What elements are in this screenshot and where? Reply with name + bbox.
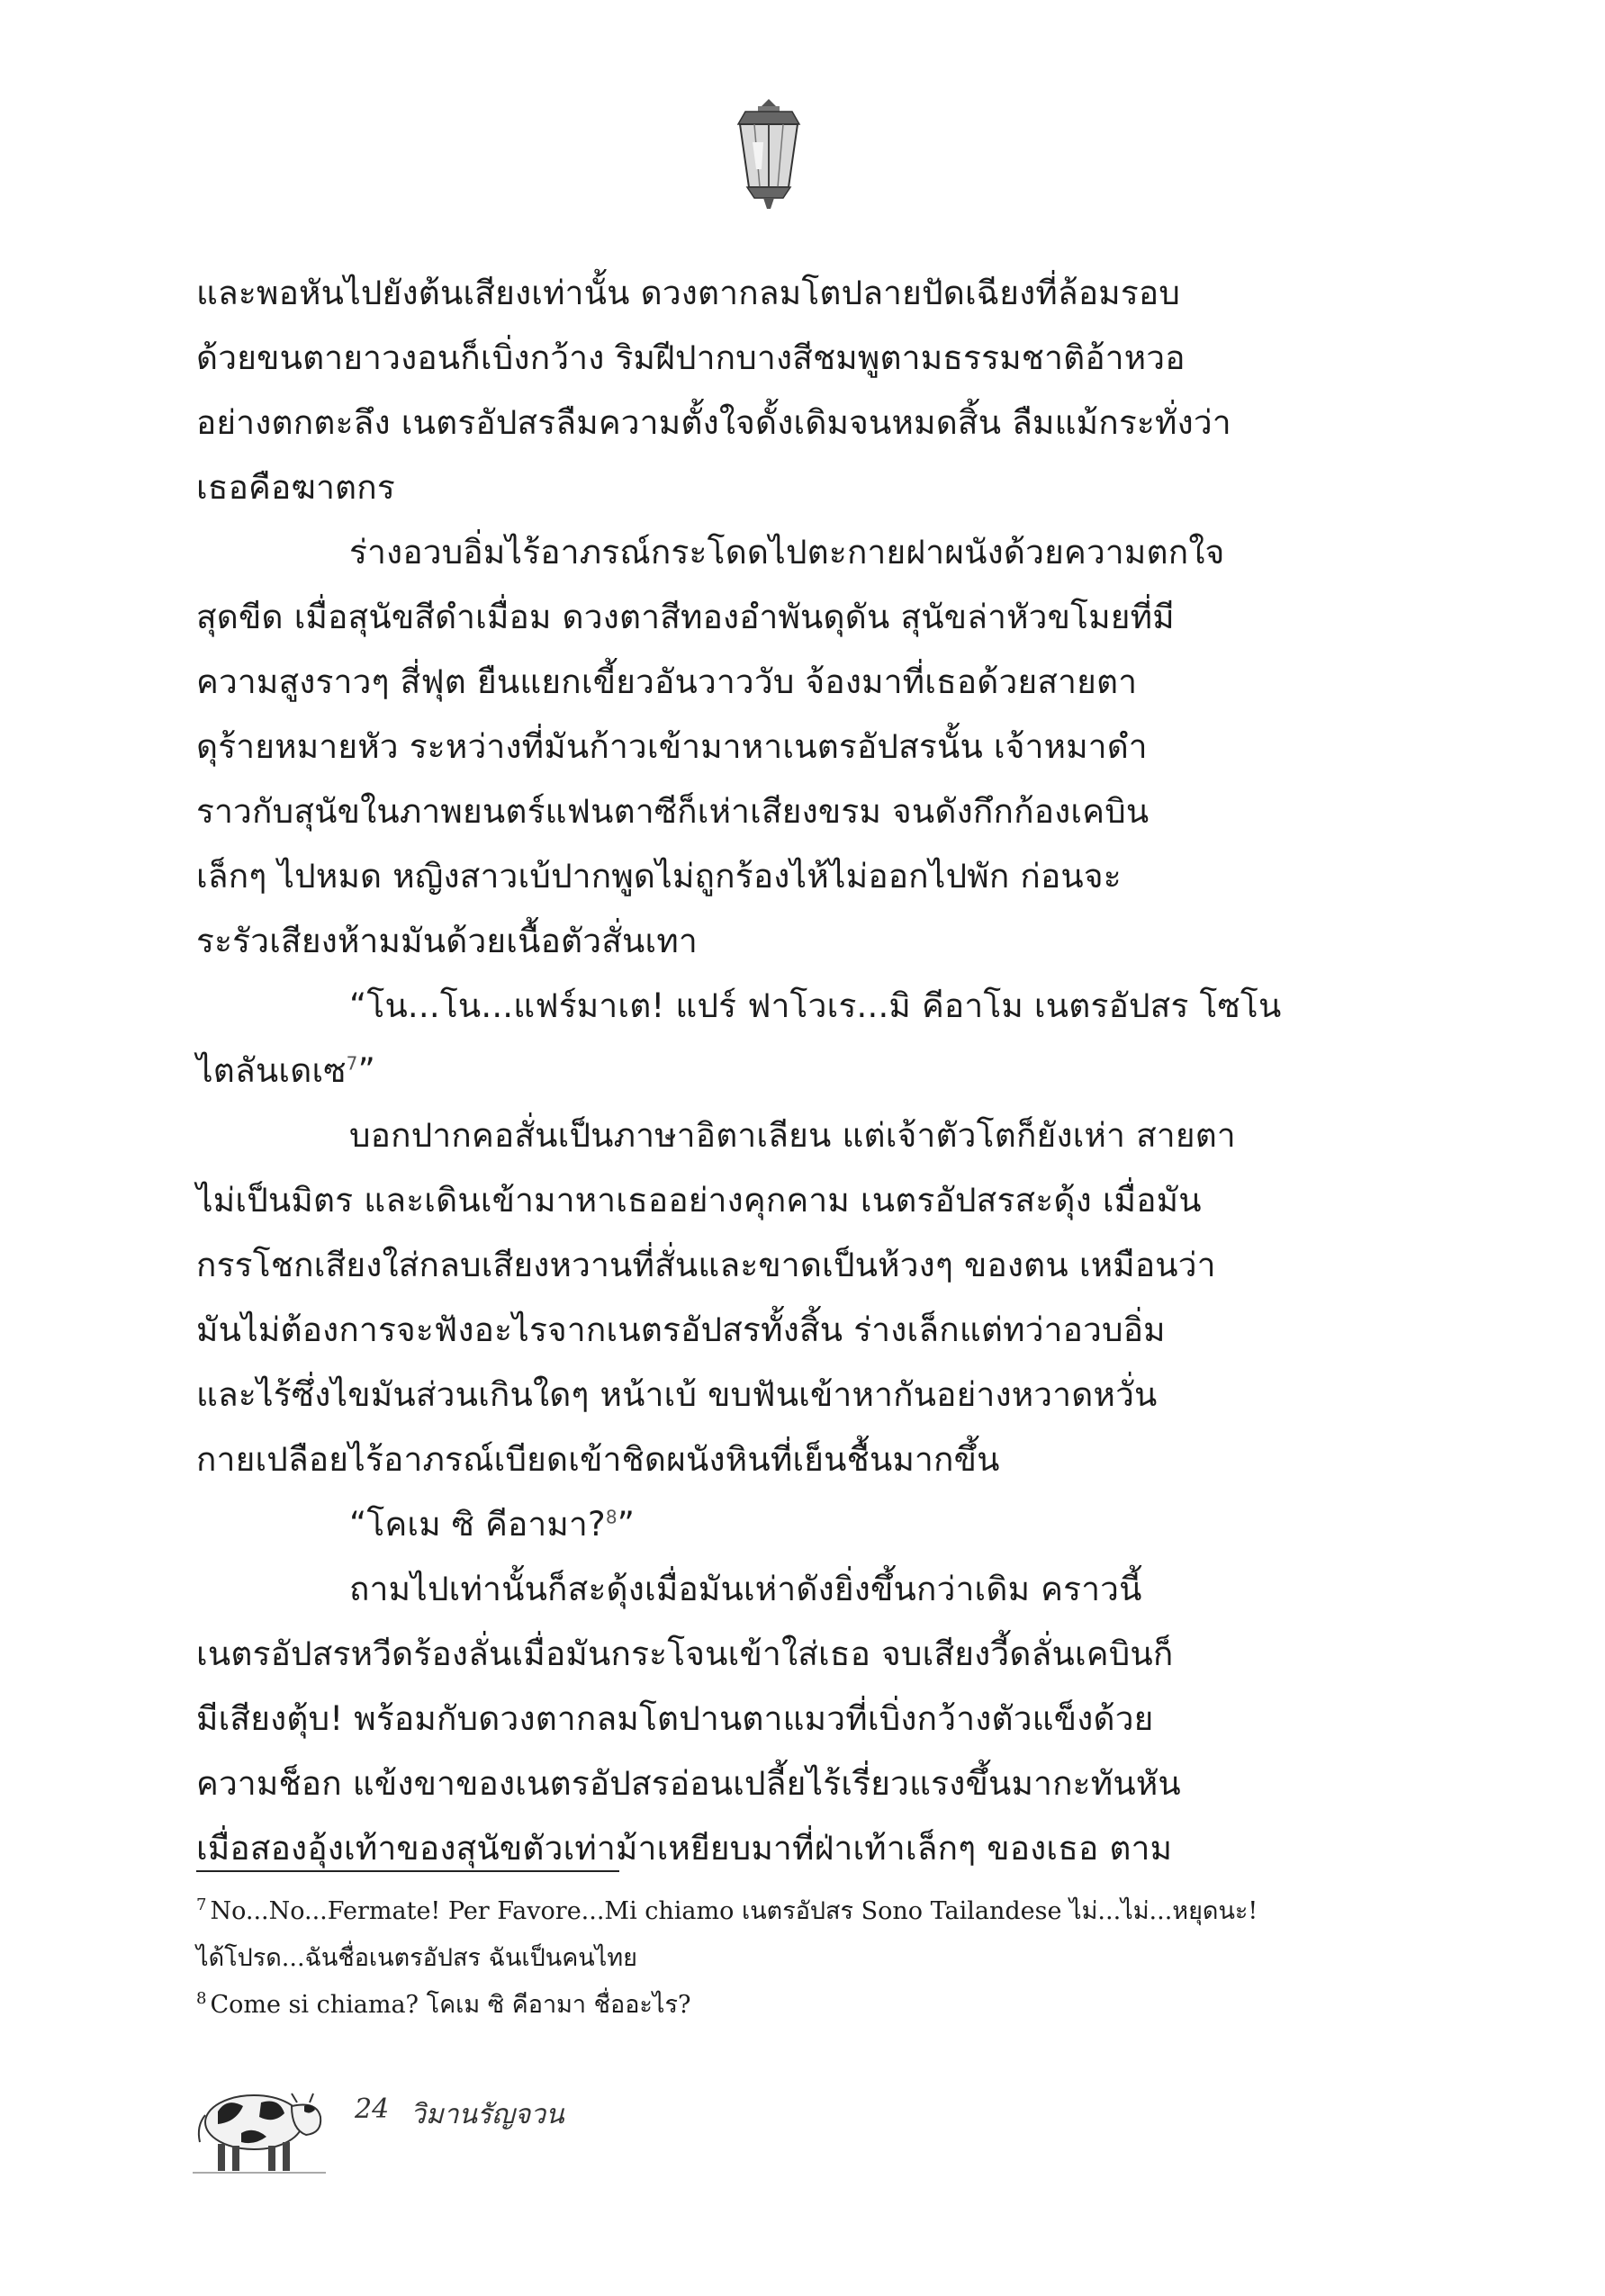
text-line: ดุร้ายหมายหัว ระหว่างที่มันก้าวเข้ามาหาเนตรอัปสรนั้น เจ้าหมาดำ [196, 727, 1148, 766]
text-line-content: ไตลันเดเซ [196, 1051, 347, 1090]
text-line: กรรโชกเสียงใส่กลบเสียงหวานที่สั่นและขาดเป็นห้วงๆ ของตน เหมือนว่า [196, 1246, 1216, 1284]
footnote-ref-8[interactable]: 8 [605, 1506, 618, 1528]
text-line: ความช็อก แข้งขาของเนตรอัปสรอ่อนเปลี้ยไร้เรี่ยวแรงขึ้นมากะทันหัน [196, 1764, 1181, 1803]
footnote-number: 7 [196, 1895, 207, 1914]
text-line: ร่างอวบอิ่มไร้อาภรณ์กระโดดไปตะกายฝาผนังด้วยความตกใจ [349, 533, 1225, 572]
text-line: และไร้ซึ่งไขมันส่วนเกินใดๆ หน้าเบ้ ขบฟันเข้าหากันอย่างหวาดหวั่น [196, 1375, 1158, 1414]
text-line: เมื่อสองอุ้งเท้าของสุนัขตัวเท่าม้าเหยียบมาที่ฝ่าเท้าเล็กๆ ของเธอ ตาม [196, 1829, 1173, 1868]
paragraph-3-quote [196, 974, 1335, 1103]
text-line [196, 1492, 1335, 1557]
text-line: บอกปากคอสั่นเป็นภาษาอิตาเลียน แต่เจ้าตัวโตก็ยังเห่า สายตา [349, 1116, 1236, 1155]
text-line: ความสูงราวๆ สี่ฟุต ยืนแยกเขี้ยวอันวาววับ จ้องมาที่เธอด้วยสายตา [196, 662, 1138, 701]
paragraph-2 [196, 520, 1335, 974]
footnote-text: No...No...Fermate! Per Favore...Mi chiamo เนตรอัปสร Sono Tailandese ไม่...ไม่...หยุดนะ! [210, 1897, 1258, 1925]
paragraph-5-quote [196, 1492, 1335, 1557]
footnote-text: ได้โปรด...ฉันชื่อเนตรอัปสร ฉันเป็นคนไทย [196, 1944, 637, 1972]
lantern-icon [729, 97, 808, 211]
footnotes [196, 1888, 1339, 2029]
footnote-7-cont [196, 1935, 1339, 1982]
page-number: 24 [355, 2093, 390, 2125]
cow-icon [191, 2070, 328, 2180]
footnote-divider [196, 1870, 619, 1872]
footnote-text: Come si chiama? โคเม ซิ คีอามา ชื่ออะไร? [210, 1991, 691, 2019]
text-line: อย่างตกตะลึง เนตรอัปสรลืมความตั้งใจดั้งเดิมจนหมดสิ้น ลืมแม้กระทั่งว่า [196, 403, 1231, 442]
footnote-ref-7[interactable]: 7 [346, 1052, 358, 1075]
text-line: และพอหันไปยังต้นเสียงเท่านั้น ดวงตากลมโตปลายปัดเฉียงที่ล้อมรอบ [196, 274, 1181, 312]
text-line: ด้วยขนตายาวงอนก็เบิ่งกว้าง ริมฝีปากบางสีชมพูตามธรรมชาติอ้าหวอ [196, 338, 1186, 377]
closing-quote: ” [357, 1051, 375, 1090]
book-title: วิมานรัญจวน [410, 2099, 564, 2130]
footnote-8 [196, 1982, 1339, 2029]
text-line: สุดขีด เมื่อสุนัขสีดำเมื่อม ดวงตาสีทองอำพันดุดัน สุนัขล่าหัวขโมยที่มี [196, 598, 1175, 636]
text-line: มีเสียงตุ้บ! พร้อมกับดวงตากลมโตปานตาแมวที่เบิ่งกว้างตัวแข็งด้วย [196, 1699, 1154, 1738]
text-line: ถามไปเท่านั้นก็สะดุ้งเมื่อมันเห่าดังยิ่งขึ้นกว่าเดิม คราวนี้ [349, 1570, 1142, 1608]
text-line: กายเปลือยไร้อาภรณ์เบียดเข้าชิดผนังหินที่เย็นชื้นมากขึ้น [196, 1440, 1000, 1479]
text-line: “โน...โน...แฟร์มาเต! แปร์ ฟาโวเร...มิ คีอาโม เนตรอัปสร โซโน [349, 986, 1282, 1025]
paragraph-6 [196, 1557, 1335, 1881]
paragraph-1 [196, 261, 1335, 520]
text-line [196, 1039, 1335, 1103]
text-line: เธอคือฆาตกร [196, 468, 395, 507]
text-line: ราวกับสุนัขในภาพยนตร์แฟนตาซีก็เห่าเสียงขรม จนดังกึกก้องเคบิน [196, 792, 1150, 831]
text-line: ไม่เป็นมิตร และเดินเข้ามาหาเธออย่างคุกคาม เนตรอัปสรสะดุ้ง เมื่อมัน [196, 1181, 1202, 1220]
closing-quote: ” [617, 1505, 636, 1544]
footnote-7 [196, 1888, 1339, 1935]
text-line-content: “โคเม ซิ คีอามา? [349, 1505, 606, 1544]
text-line: เล็กๆ ไปหมด หญิงสาวเบ้ปากพูดไม่ถูกร้องไห้ไม่ออกไปพัก ก่อนจะ [196, 857, 1122, 896]
paragraph-4 [196, 1103, 1335, 1492]
text-line: เนตรอัปสรหวีดร้องลั่นเมื่อมันกระโจนเข้าใส่เธอ จบเสียงวี้ดลั่นเคบินก็ [196, 1634, 1174, 1673]
text-line: มันไม่ต้องการจะฟังอะไรจากเนตรอัปสรทั้งสิ้น ร่างเล็กแต่ทว่าอวบอิ่ม [196, 1310, 1166, 1349]
footnote-number: 8 [196, 1989, 207, 2008]
body-text [196, 261, 1335, 1881]
text-line: ระรัวเสียงห้ามมันด้วยเนื้อตัวสั่นเทา [196, 922, 698, 960]
